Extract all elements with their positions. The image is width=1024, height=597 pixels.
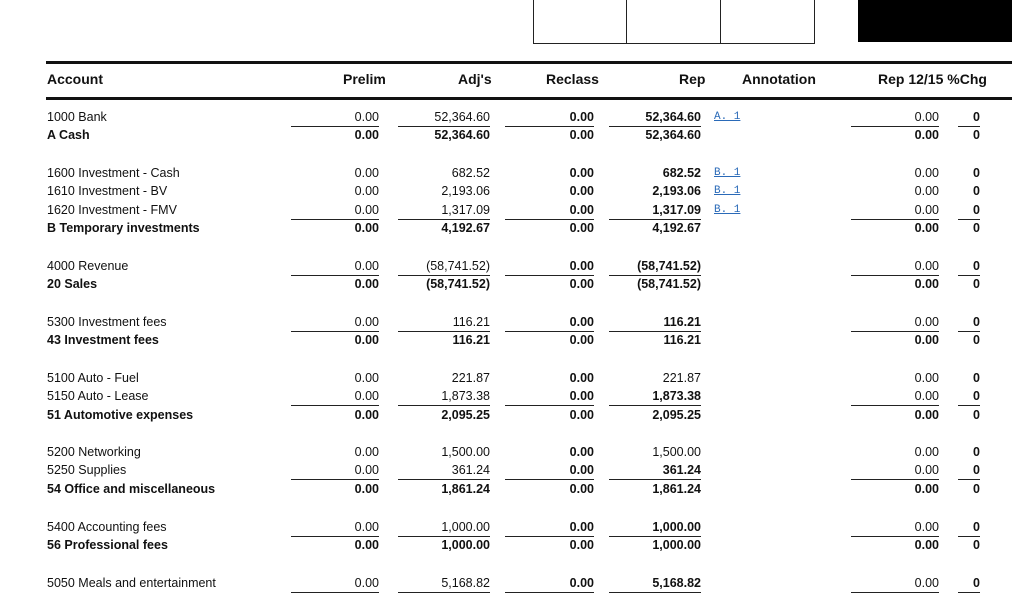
prelim-cell: 0.00 [354, 221, 379, 235]
annotation-link[interactable]: B. 1 [714, 204, 741, 216]
rep-1215-cell: 0.00 [914, 408, 939, 422]
table-row [0, 574, 1024, 592]
table-row [0, 313, 1024, 331]
rep-1215-cell: 0.00 [851, 313, 939, 332]
rep-1215-cell: 0.00 [851, 257, 939, 276]
rep-1215-cell: 0.00 [851, 108, 939, 127]
rep-cell: 361.24 [609, 461, 701, 480]
pct-chg-cell: 0 [958, 518, 980, 537]
pct-chg-cell: 0 [958, 461, 980, 480]
reclass-cell: 0.00 [505, 574, 594, 593]
annotation-link[interactable]: A. 1 [714, 111, 741, 123]
reclass-cell: 0.00 [505, 518, 594, 537]
adjs-cell: (58,741.52) [398, 257, 490, 276]
signoff-box [721, 0, 815, 44]
pct-chg-cell: 0 [958, 313, 980, 332]
rep-cell: (58,741.52) [609, 257, 701, 276]
rep-cell: 1,500.00 [652, 445, 701, 459]
rep-cell: 116.21 [663, 333, 701, 347]
rep-1215-cell: 0.00 [851, 574, 939, 593]
rep-1215-cell: 0.00 [914, 371, 939, 385]
rep-1215-cell: 0.00 [914, 538, 939, 552]
prelim-cell: 0.00 [291, 461, 379, 480]
rep-1215-cell: 0.00 [914, 277, 939, 291]
rep-cell: 1,000.00 [652, 538, 701, 552]
account-cell: 5300 Investment fees [47, 315, 167, 329]
annotation-link[interactable]: B. 1 [714, 167, 741, 179]
reclass-cell: 0.00 [569, 538, 594, 552]
pct-chg-cell: 0 [973, 371, 980, 385]
pct-chg-cell: 0 [958, 387, 980, 406]
prelim-cell: 0.00 [291, 201, 379, 220]
rep-cell: 682.52 [662, 166, 701, 180]
account-cell: B Temporary investments [47, 221, 200, 235]
table-row [0, 182, 1024, 200]
prelim-cell: 0.00 [354, 333, 379, 347]
adjs-cell: 1,873.38 [398, 387, 490, 406]
prelim-cell: 0.00 [354, 166, 379, 180]
account-cell: A Cash [47, 128, 90, 142]
prelim-cell: 0.00 [354, 371, 379, 385]
header-top-rule [46, 61, 1012, 64]
adjs-cell: 52,364.60 [434, 128, 490, 142]
table-row [0, 369, 1024, 387]
rep-1215-cell: 0.00 [914, 445, 939, 459]
pct-chg-cell: 0 [958, 201, 980, 220]
pct-chg-cell: 0 [973, 221, 980, 235]
table-subtotal-row [0, 126, 1024, 144]
account-cell: 56 Professional fees [47, 538, 168, 552]
account-cell: 5250 Supplies [47, 463, 127, 477]
reclass-cell: 0.00 [569, 166, 594, 180]
account-cell: 1000 Bank [47, 110, 107, 124]
column-header-account: Account [47, 71, 103, 87]
rep-1215-cell: 0.00 [914, 184, 939, 198]
adjs-cell: 2,193.06 [441, 184, 490, 198]
table-subtotal-row [0, 275, 1024, 293]
signoff-boxes [533, 0, 815, 44]
header-bottom-rule [46, 97, 1012, 100]
rep-1215-cell: 0.00 [914, 221, 939, 235]
column-header-rep: Rep [679, 71, 706, 87]
prelim-cell: 0.00 [354, 408, 379, 422]
account-cell: 4000 Revenue [47, 259, 129, 273]
table-row [0, 201, 1024, 219]
table-subtotal-row [0, 536, 1024, 554]
rep-cell: 52,364.60 [645, 128, 701, 142]
adjs-cell: 52,364.60 [398, 108, 490, 127]
rep-1215-cell: 0.00 [851, 201, 939, 220]
adjs-cell: 1,861.24 [441, 482, 490, 496]
account-cell: 5400 Accounting fees [47, 520, 167, 534]
rep-1215-cell: 0.00 [914, 333, 939, 347]
table-subtotal-row [0, 406, 1024, 424]
reclass-cell: 0.00 [505, 257, 594, 276]
table-row [0, 461, 1024, 479]
account-cell: 5100 Auto - Fuel [47, 371, 139, 385]
column-header-prelim: Prelim [343, 71, 386, 87]
reclass-cell: 0.00 [505, 201, 594, 220]
rep-cell: 116.21 [609, 313, 701, 332]
rep-cell: 221.87 [662, 371, 701, 385]
account-cell: 1600 Investment - Cash [47, 166, 180, 180]
rep-1215-cell: 0.00 [914, 482, 939, 496]
adjs-cell: 361.24 [398, 461, 490, 480]
table-subtotal-row [0, 331, 1024, 349]
rep-cell: 1,873.38 [609, 387, 701, 406]
pct-chg-cell: 0 [973, 538, 980, 552]
table-row [0, 257, 1024, 275]
adjs-cell: (58,741.52) [426, 277, 490, 291]
reclass-cell: 0.00 [505, 461, 594, 480]
pct-chg-cell: 0 [973, 184, 980, 198]
rep-cell: 5,168.82 [609, 574, 701, 593]
table-row [0, 518, 1024, 536]
reclass-cell: 0.00 [569, 128, 594, 142]
prelim-cell: 0.00 [354, 538, 379, 552]
prelim-cell: 0.00 [291, 518, 379, 537]
pct-chg-cell: 0 [973, 408, 980, 422]
signoff-box [627, 0, 721, 44]
account-cell: 5150 Auto - Lease [47, 389, 149, 403]
reclass-cell: 0.00 [505, 313, 594, 332]
pct-chg-cell: 0 [973, 277, 980, 291]
table-row [0, 108, 1024, 126]
table-subtotal-row [0, 219, 1024, 237]
reclass-cell: 0.00 [569, 184, 594, 198]
table-subtotal-row [0, 480, 1024, 498]
column-header-annotation: Annotation [742, 71, 816, 87]
prelim-cell: 0.00 [354, 128, 379, 142]
reclass-cell: 0.00 [505, 108, 594, 127]
table-row [0, 387, 1024, 405]
account-cell: 5200 Networking [47, 445, 141, 459]
column-header-rep-pct-chg: Rep 12/15 %Chg [878, 71, 987, 87]
rep-cell: 1,000.00 [609, 518, 701, 537]
rep-1215-cell: 0.00 [914, 128, 939, 142]
pct-chg-cell: 0 [973, 445, 980, 459]
adjs-cell: 116.21 [398, 313, 490, 332]
prelim-cell: 0.00 [291, 574, 379, 593]
rep-1215-cell: 0.00 [851, 387, 939, 406]
account-cell: 54 Office and miscellaneous [47, 482, 216, 496]
prelim-cell: 0.00 [291, 108, 379, 127]
table-row [0, 443, 1024, 461]
account-cell: 1610 Investment - BV [47, 184, 168, 198]
prelim-cell: 0.00 [354, 184, 379, 198]
reclass-cell: 0.00 [505, 387, 594, 406]
reclass-cell: 0.00 [569, 333, 594, 347]
pct-chg-cell: 0 [958, 574, 980, 593]
rep-cell: 52,364.60 [609, 108, 701, 127]
adjs-cell: 221.87 [451, 371, 490, 385]
rep-cell: (58,741.52) [637, 277, 701, 291]
adjs-cell: 1,317.09 [398, 201, 490, 220]
reclass-cell: 0.00 [569, 408, 594, 422]
pct-chg-cell: 0 [958, 257, 980, 276]
rep-1215-cell: 0.00 [851, 518, 939, 537]
adjs-cell: 682.52 [451, 166, 490, 180]
adjs-cell: 116.21 [452, 333, 490, 347]
pct-chg-cell: 0 [973, 166, 980, 180]
adjs-cell: 1,000.00 [441, 538, 490, 552]
prelim-cell: 0.00 [354, 277, 379, 291]
reclass-cell: 0.00 [569, 277, 594, 291]
pct-chg-cell: 0 [973, 482, 980, 496]
prelim-cell: 0.00 [354, 482, 379, 496]
account-cell: 51 Automotive expenses [47, 408, 194, 422]
annotation-link[interactable]: B. 1 [714, 185, 741, 197]
account-cell: 1620 Investment - FMV [47, 203, 177, 217]
reclass-cell: 0.00 [569, 445, 594, 459]
reclass-cell: 0.00 [569, 482, 594, 496]
pct-chg-cell: 0 [973, 128, 980, 142]
reclass-cell: 0.00 [569, 371, 594, 385]
rep-1215-cell: 0.00 [914, 166, 939, 180]
column-header-reclass: Reclass [546, 71, 599, 87]
signoff-box [533, 0, 627, 44]
rep-1215-cell: 0.00 [851, 461, 939, 480]
pct-chg-cell: 0 [973, 333, 980, 347]
prelim-cell: 0.00 [291, 313, 379, 332]
account-cell: 43 Investment fees [47, 333, 159, 347]
reclass-cell: 0.00 [569, 221, 594, 235]
column-header-adjs: Adj's [458, 71, 492, 87]
adjs-cell: 1,000.00 [398, 518, 490, 537]
rep-cell: 2,095.25 [652, 408, 701, 422]
rep-cell: 4,192.67 [652, 221, 701, 235]
adjs-cell: 2,095.25 [441, 408, 490, 422]
adjs-cell: 5,168.82 [398, 574, 490, 593]
redacted-block [858, 0, 1012, 42]
prelim-cell: 0.00 [354, 445, 379, 459]
table-row [0, 164, 1024, 182]
account-cell: 20 Sales [47, 277, 98, 291]
account-cell: 5050 Meals and entertainment [47, 576, 216, 590]
prelim-cell: 0.00 [291, 387, 379, 406]
pct-chg-cell: 0 [958, 108, 980, 127]
rep-cell: 2,193.06 [652, 184, 701, 198]
adjs-cell: 1,500.00 [441, 445, 490, 459]
prelim-cell: 0.00 [291, 257, 379, 276]
adjs-cell: 4,192.67 [441, 221, 490, 235]
rep-cell: 1,317.09 [609, 201, 701, 220]
rep-cell: 1,861.24 [652, 482, 701, 496]
